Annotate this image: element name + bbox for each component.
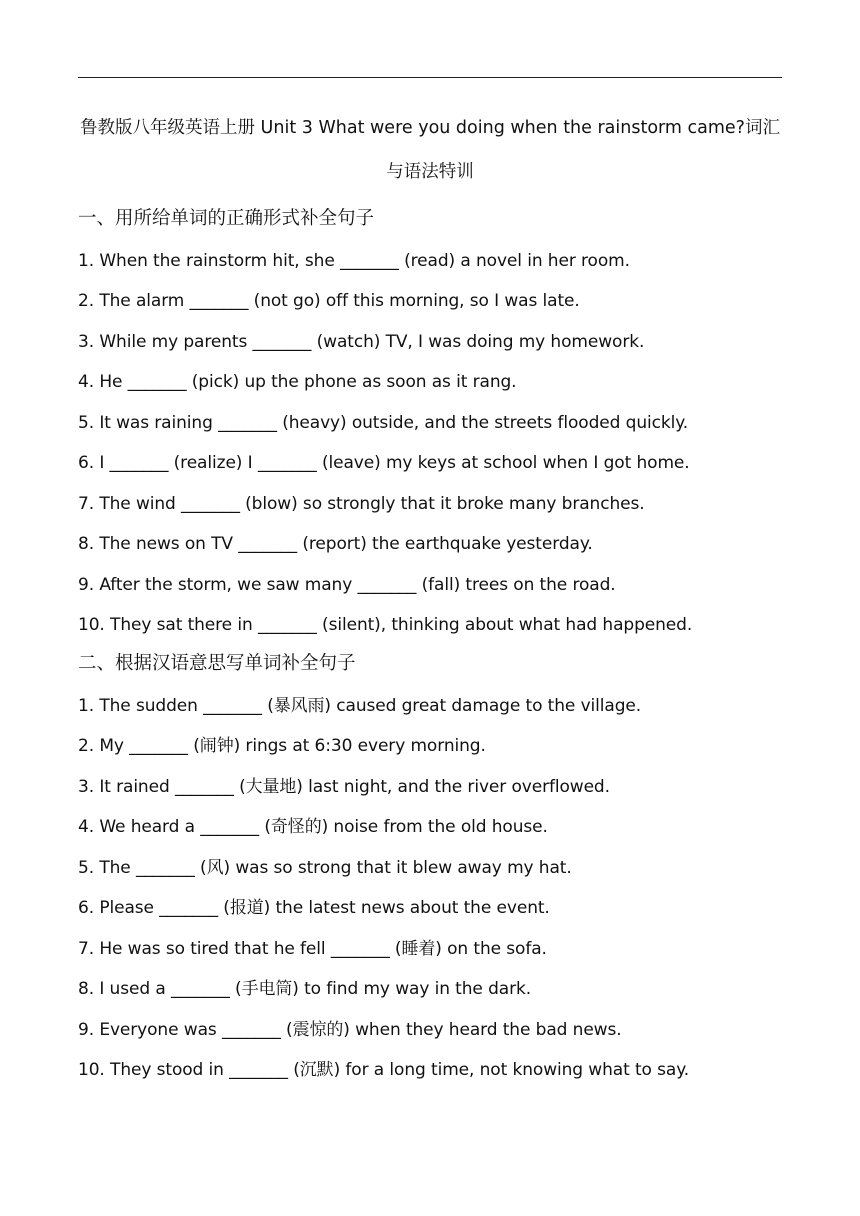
section-2-item-3: 3. It rained _______ (大量地) last night, and the river overflowed. [78, 777, 610, 797]
section-2-item-6: 6. Please _______ (报道) the latest news about the event. [78, 898, 550, 918]
section-2-item-1: 1. The sudden _______ (暴风雨) caused great damage to the village. [78, 696, 642, 716]
section-1-item-5: 5. It was raining _______ (heavy) outside, and the streets flooded quickly. [78, 413, 689, 433]
section-1-item-6: 6. I _______ (realize) I _______ (leave) my keys at school when I got home. [78, 453, 690, 473]
section-2-item-7: 7. He was so tired that he fell _______ (睡着) on the sofa. [78, 939, 547, 959]
section-2-item-9: 9. Everyone was _______ (震惊的) when they heard the bad news. [78, 1020, 622, 1040]
document-title-line-1: 鲁教版八年级英语上册 Unit 3 What were you doing when the rainstorm came?词汇 [80, 118, 780, 138]
section-1-heading: 一、用所给单词的正确形式补全句子 [78, 208, 375, 229]
section-1-item-9: 9. After the storm, we saw many _______ (fall) trees on the road. [78, 575, 616, 595]
section-2-item-10: 10. They stood in _______ (沉默) for a long time, not knowing what to say. [78, 1060, 690, 1080]
document-title-line-2: 与语法特训 [386, 162, 474, 182]
section-2-item-8: 8. I used a _______ (手电筒) to find my way in the dark. [78, 979, 532, 999]
section-2-item-5: 5. The _______ (风) was so strong that it blew away my hat. [78, 858, 572, 878]
section-1-item-4: 4. He _______ (pick) up the phone as soon as it rang. [78, 372, 517, 392]
section-1-item-3: 3. While my parents _______ (watch) TV, I was doing my homework. [78, 332, 645, 352]
section-1-item-7: 7. The wind _______ (blow) so strongly that it broke many branches. [78, 494, 645, 514]
section-2-item-4: 4. We heard a _______ (奇怪的) noise from the old house. [78, 817, 548, 837]
header-rule [78, 77, 782, 78]
section-1-item-8: 8. The news on TV _______ (report) the earthquake yesterday. [78, 534, 593, 554]
section-1-item-2: 2. The alarm _______ (not go) off this morning, so I was late. [78, 291, 580, 311]
section-1-item-10: 10. They sat there in _______ (silent), thinking about what had happened. [78, 615, 693, 635]
section-1-item-1: 1. When the rainstorm hit, she _______ (read) a novel in her room. [78, 251, 630, 271]
section-2-heading: 二、根据汉语意思写单词补全句子 [78, 653, 356, 674]
section-2-item-2: 2. My _______ (闹钟) rings at 6:30 every morning. [78, 736, 486, 756]
